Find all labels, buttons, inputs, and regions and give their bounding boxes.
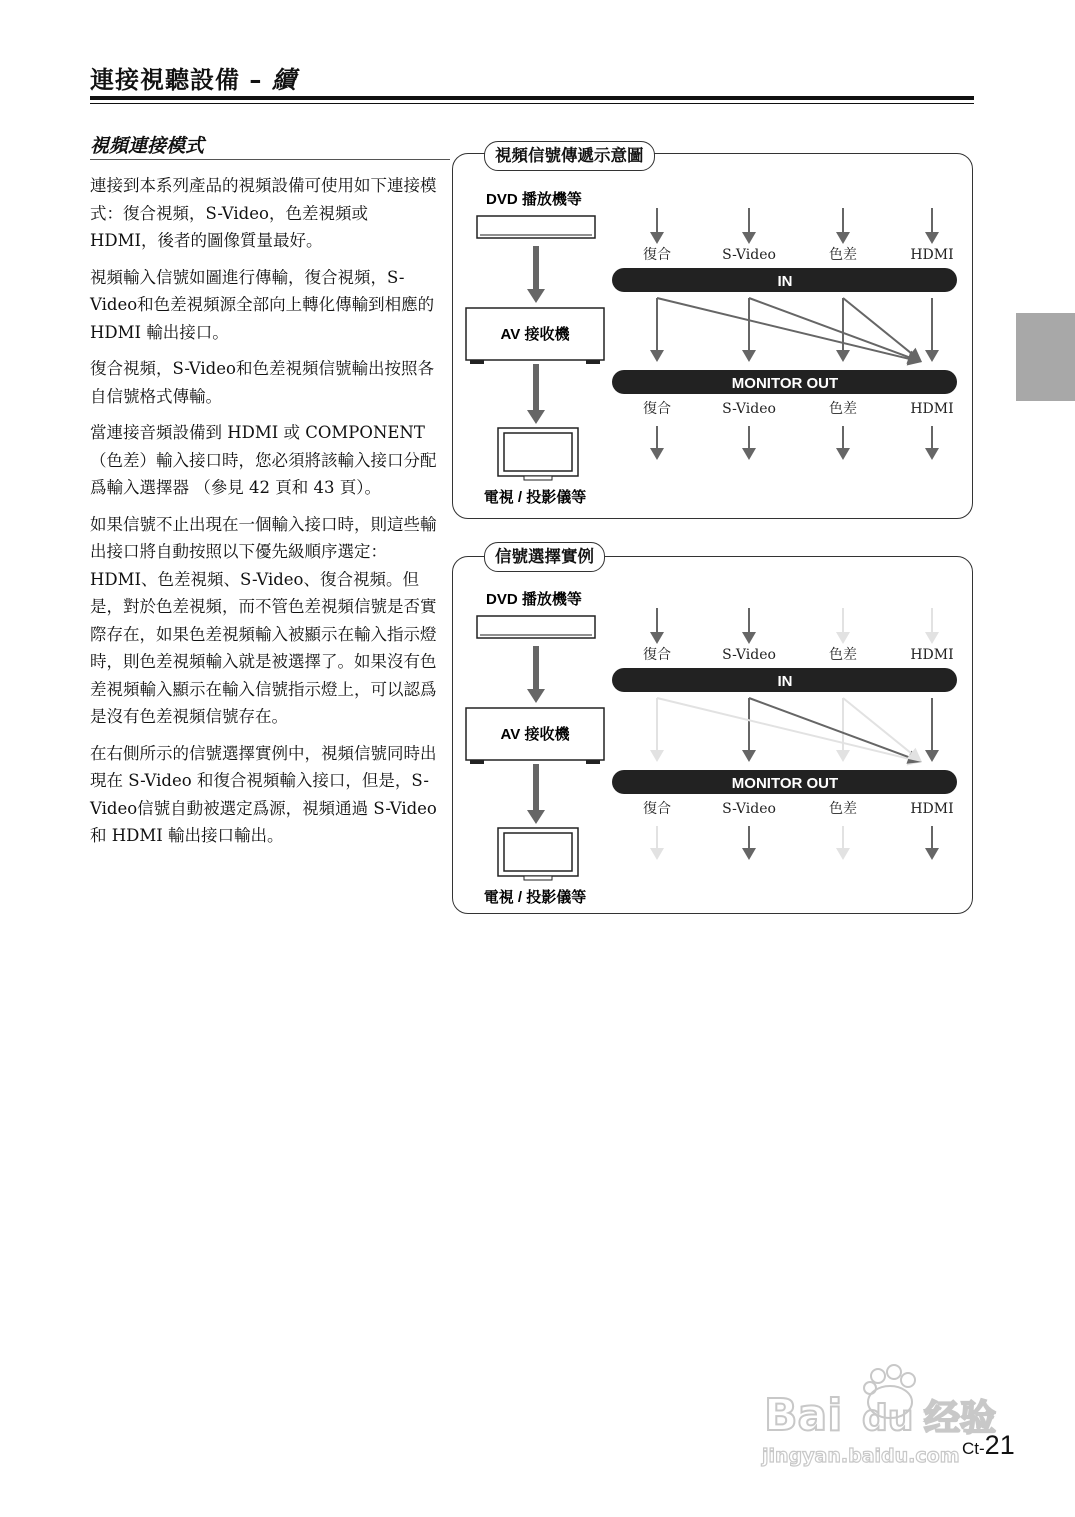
arrow-head — [836, 232, 850, 244]
input-label: S-Video — [722, 647, 776, 663]
source-device-label: DVD 播放機等 — [486, 591, 582, 608]
in-bar-label: IN — [777, 673, 793, 690]
output-arrow — [650, 426, 664, 460]
receiver-label: AV 接收機 — [500, 326, 570, 343]
output-arrow — [836, 826, 850, 860]
arrow-shaft — [657, 298, 908, 359]
output-label: HDMI — [910, 401, 954, 417]
upconversion-arrow — [657, 298, 922, 366]
arrow-shaft — [749, 698, 909, 757]
input-label: S-Video — [722, 247, 776, 263]
output-arrow — [925, 426, 939, 460]
output-label: HDMI — [910, 801, 954, 817]
output-label: 色差 — [829, 801, 857, 817]
output-routing-arrow — [925, 698, 939, 762]
tv-stand — [524, 876, 552, 880]
monitor-out-bar-label: MONITOR OUT — [731, 375, 839, 392]
header-title-continued: 續 — [271, 66, 297, 94]
arrow-head — [925, 750, 939, 762]
paragraph: 連接到本系列產品的視頻設備可使用如下連接模式：復合視頻，S-Video，色差視頻或 HDMI，後者的圖像質量最好。 — [90, 176, 437, 250]
header-title-text: 連接視聽設備 – — [90, 66, 272, 94]
output-routing-arrow — [650, 698, 664, 762]
input-arrow — [742, 208, 756, 244]
input-label: 色差 — [829, 247, 857, 263]
output-arrow — [925, 826, 939, 860]
arrow-shaft — [749, 298, 909, 357]
arrow-head — [527, 810, 545, 824]
receiver-foot-right — [586, 760, 600, 764]
output-routing-arrow — [742, 698, 756, 762]
svg-text:jingyan.baidu.com: jingyan.baidu.com — [762, 1445, 960, 1467]
svg-text:du: du — [862, 1398, 914, 1439]
arrow-shaft — [533, 764, 539, 811]
selection-example-diagram — [452, 540, 974, 920]
arrow-head — [742, 232, 756, 244]
arrow-head — [742, 632, 756, 644]
arrow-head — [650, 448, 664, 460]
arrow-head — [527, 289, 545, 303]
receiver-label: AV 接收機 — [500, 726, 570, 743]
arrow-head — [650, 750, 664, 762]
output-routing-arrow — [925, 298, 939, 362]
arrow-head — [925, 632, 939, 644]
tv-icon — [498, 428, 578, 480]
diagram-tag-signal-flow: 視頻信號傳遞示意圖 — [484, 141, 655, 171]
tv-icon — [498, 828, 578, 880]
input-arrow — [742, 608, 756, 644]
tv-stand — [524, 476, 552, 480]
in-bar-label: IN — [777, 273, 793, 290]
arrow-shaft — [533, 646, 539, 690]
arrow-head — [742, 750, 756, 762]
input-arrow — [925, 608, 939, 644]
arrow-head — [925, 448, 939, 460]
svg-text:经验: 经验 — [924, 1398, 997, 1439]
page-header-title — [90, 60, 297, 95]
display-device-label: 電視 / 投影儀等 — [483, 489, 587, 506]
chapter-side-tab — [1016, 313, 1075, 401]
paragraph: 視頻輸入信號如圖進行傳輸，復合視頻，S-Video和色差視頻源全部向上轉化傳輸到相應的 HDMI 輸出接口。 — [90, 267, 435, 342]
arrow-head — [650, 848, 664, 860]
upconversion-arrow — [657, 698, 922, 766]
arrow-head — [836, 632, 850, 644]
output-arrow — [836, 426, 850, 460]
source-to-receiver-arrow — [527, 246, 545, 303]
input-arrow — [650, 208, 664, 244]
signal-flow-diagram — [452, 140, 974, 520]
arrow-head — [925, 232, 939, 244]
output-arrow — [742, 426, 756, 460]
upconversion-arrow — [749, 298, 922, 364]
arrow-head — [836, 750, 850, 762]
arrow-head — [650, 632, 664, 644]
header-rule-thick — [90, 96, 974, 100]
tv-screen — [504, 833, 572, 871]
arrow-head — [836, 448, 850, 460]
arrow-head — [742, 848, 756, 860]
page-number — [962, 1430, 1015, 1461]
paragraph: 在右側所示的信號選擇實例中，視頻信號同時出現在 S-Video 和復合視頻輸入接口，但是，S-Video信號自動被選定爲源，視頻通過 S-Video 和 HDMI 輸出接口輸出。 — [90, 743, 437, 845]
diagram-tag-selection-example: 信號選擇實例 — [484, 542, 605, 572]
input-label: 復合 — [643, 247, 671, 263]
input-arrow — [925, 208, 939, 244]
header-rule-thin — [90, 103, 974, 104]
body-text — [90, 172, 440, 859]
source-device-label: DVD 播放機等 — [486, 191, 582, 208]
output-routing-arrow — [650, 298, 664, 362]
input-label: 復合 — [643, 647, 671, 663]
arrow-head — [925, 848, 939, 860]
output-label: S-Video — [722, 801, 776, 817]
arrow-shaft — [533, 364, 539, 411]
paragraph: 復合視頻，S-Video和色差視頻信號輸出按照各自信號格式傳輸。 — [90, 359, 434, 406]
paragraph: 如果信號不止出現在一個輸入接口時，則這些輸出接口將自動按照以下優先級順序選定：HDMI、色差視頻、S-Video、復合視頻。但是，對於色差視頻，而不管色差視頻信號是否實際存在，如果色差視頻輸入被顯示在輸入指示燈時，則色差視頻輸入就是被選擇了。如果沒有色差視頻輸入顯示在輸入信號指示燈上，可以認爲是沒有色差視頻信號存在。 — [90, 514, 437, 726]
arrow-head — [527, 689, 545, 703]
output-label: S-Video — [722, 401, 776, 417]
receiver-foot-left — [470, 760, 484, 764]
input-arrow — [650, 608, 664, 644]
output-label: 復合 — [643, 401, 671, 417]
output-arrow — [742, 826, 756, 860]
arrow-head — [742, 350, 756, 362]
output-label: 復合 — [643, 801, 671, 817]
section-rule — [90, 159, 450, 160]
dvd-player-icon — [477, 216, 595, 238]
arrow-head — [650, 350, 664, 362]
receiver-to-display-arrow — [527, 364, 545, 424]
arrow-head — [650, 232, 664, 244]
page-number-prefix: Ct- — [962, 1439, 985, 1458]
output-routing-arrow — [742, 298, 756, 362]
input-label: 色差 — [829, 647, 857, 663]
receiver-foot-right — [586, 360, 600, 364]
paragraph: 當連接音頻設備到 HDMI 或 COMPONENT （色差）輸入接口時，您必須將該輸入接口分配爲輸入選擇器 （參見 42 頁和 43 頁）。 — [90, 423, 437, 497]
output-label: 色差 — [829, 401, 857, 417]
svg-text:Bai: Bai — [764, 1390, 843, 1441]
receiver-foot-left — [470, 360, 484, 364]
receiver-to-display-arrow — [527, 764, 545, 824]
arrow-shaft — [657, 698, 908, 759]
dvd-player-icon — [477, 616, 595, 638]
arrow-head — [742, 448, 756, 460]
input-arrow — [836, 608, 850, 644]
input-arrow — [836, 208, 850, 244]
arrow-shaft — [533, 246, 539, 290]
input-label: HDMI — [910, 247, 954, 263]
arrow-head — [836, 848, 850, 860]
arrow-head — [836, 350, 850, 362]
monitor-out-bar-label: MONITOR OUT — [731, 775, 839, 792]
output-arrow — [650, 826, 664, 860]
page-number-value: 21 — [984, 1430, 1015, 1460]
input-label: HDMI — [910, 647, 954, 663]
tv-screen — [504, 433, 572, 471]
display-device-label: 電視 / 投影儀等 — [483, 889, 587, 906]
source-to-receiver-arrow — [527, 646, 545, 703]
arrow-head — [925, 350, 939, 362]
upconversion-arrow — [749, 698, 922, 764]
section-title: 視頻連接模式 — [90, 135, 205, 157]
arrow-head — [527, 410, 545, 424]
